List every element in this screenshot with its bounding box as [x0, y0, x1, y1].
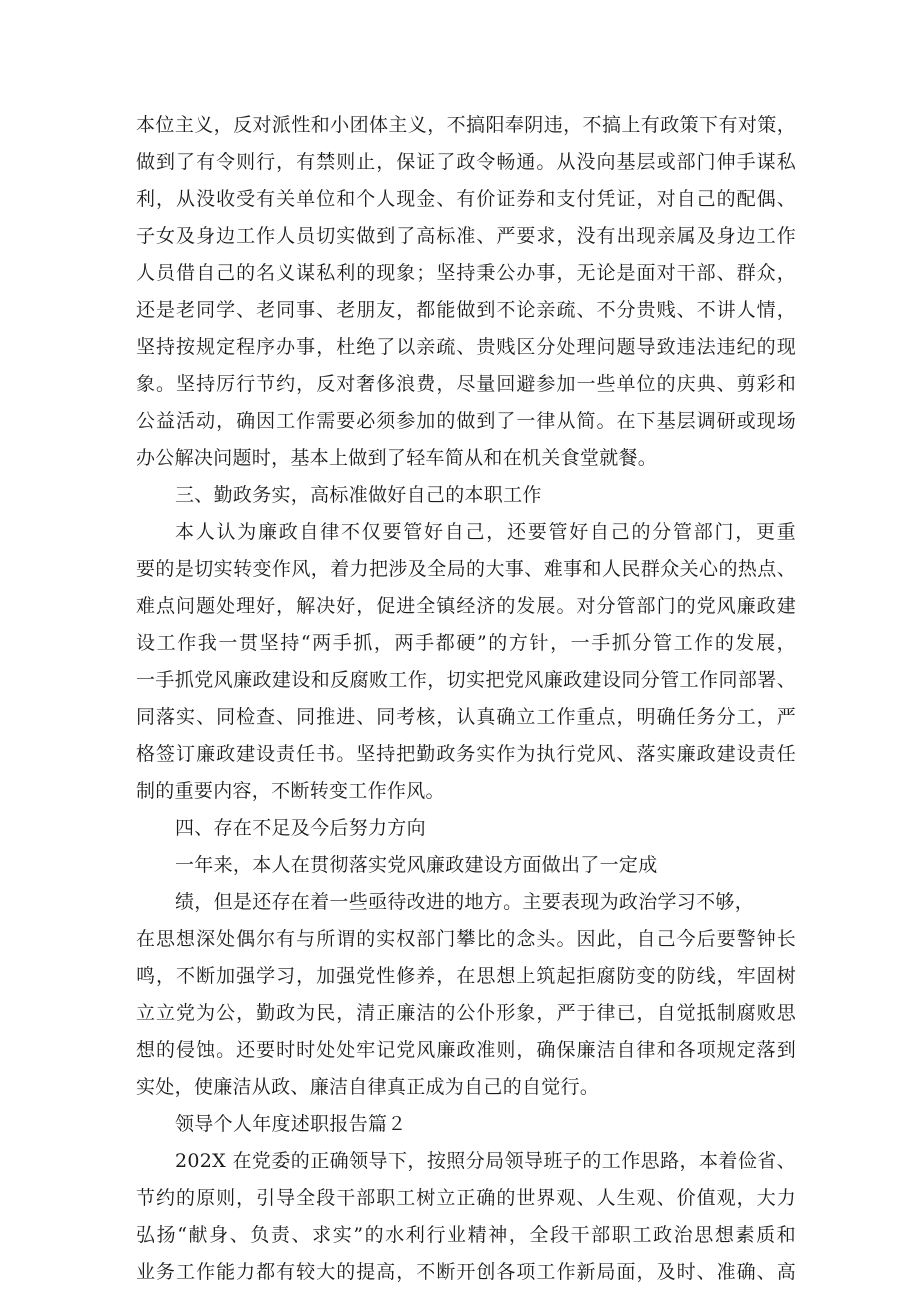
section-heading: 四、存在不足及今后努力方向 — [175, 817, 426, 839]
body-text-line: 实处，使廉洁从政、廉洁自律真正成为自己的自觉行。 — [136, 1076, 600, 1098]
body-text-line: 本人认为廉政自律不仅要管好自己，还要管好自己的分管部门，更重 — [175, 521, 796, 543]
body-text-line: 同落实、同检查、同推进、同考核，认真确立工作重点，明确任务分工，严 — [136, 706, 796, 728]
body-text-line: 立立党为公，勤政为民，清正廉洁的公仆形象，严于律已，自觉抵制腐败思 — [136, 1002, 796, 1024]
body-text-line: 想的侵蚀。还要时时处处牢记党风廉政准则，确保廉洁自律和各项规定落到 — [136, 1039, 796, 1061]
body-text-line: 子女及身边工作人员切实做到了高标准、严要求，没有出现亲属及身边工作 — [136, 225, 796, 247]
body-text-line: 本位主义，反对派性和小团体主义，不搞阳奉阴违，不搞上有政策下有对策， — [136, 114, 796, 136]
body-text-line: 一年来，本人在贯彻落实党风廉政建设方面做出了一定成 — [175, 854, 658, 876]
body-text-line: 一手抓党风廉政建设和反腐败工作，切实把党风廉政建设同分管工作同部署、 — [136, 669, 796, 691]
body-text-line: 202X 在党委的正确领导下，按照分局领导班子的工作思路，本着俭省、 — [175, 1150, 796, 1172]
body-text-line: 格签订廉政建设责任书。坚持把勤政务实作为执行党风、落实廉政建设责任 — [136, 743, 796, 765]
body-text-line: 要的是切实转变作风，着力把涉及全局的大事、难事和人民群众关心的热点、 — [136, 558, 796, 580]
body-text-line: 设工作我一贯坚持“两手抓，两手都硬”的方针，一手抓分管工作的发展， — [136, 632, 796, 654]
body-text-line: 绩，但是还存在着一些亟待改进的地方。主要表现为政治学习不够， — [175, 891, 755, 913]
article-title: 领导个人年度述职报告篇２ — [175, 1113, 407, 1135]
body-text-line: 节约的原则，引导全段干部职工树立正确的世界观、人生观、价值观，大力 — [136, 1187, 796, 1209]
body-text-line: 业务工作能力都有较大的提高，不断开创各项工作新局面，及时、准确、高 — [136, 1261, 796, 1283]
body-text-line: 办公解决问题时，基本上做到了轻车简从和在机关食堂就餐。 — [136, 447, 658, 469]
body-text-line: 做到了有令则行，有禁则止，保证了政令畅通。从没向基层或部门伸手谋私 — [136, 151, 796, 173]
body-text-line: 人员借自己的名义谋私利的现象；坚持秉公办事，无论是面对干部、群众， — [136, 262, 796, 284]
body-text-line: 难点问题处理好，解决好，促进全镇经济的发展。对分管部门的党风廉政建 — [136, 595, 796, 617]
body-text-line: 鸣，不断加强学习，加强党性修养，在思想上筑起拒腐防变的防线，牢固树 — [136, 965, 796, 987]
section-heading: 三、勤政务实，高标准做好自己的本职工作 — [175, 484, 542, 506]
body-text-line: 在思想深处偶尔有与所谓的实权部门攀比的念头。因此，自己今后要警钟长 — [136, 928, 796, 950]
body-text-line: 象。坚持厉行节约，反对奢侈浪费，尽量回避参加一些单位的庆典、剪彩和 — [136, 373, 796, 395]
body-text-line: 制的重要内容，不断转变工作作风。 — [136, 780, 445, 802]
body-text-line: 坚持按规定程序办事，杜绝了以亲疏、贵贱区分处理问题导致违法违纪的现 — [136, 336, 796, 358]
body-text-line: 利，从没收受有关单位和个人现金、有价证券和支付凭证，对自己的配偶、 — [136, 188, 796, 210]
body-text-line: 弘扬“献身、负责、求实”的水利行业精神，全段干部职工政治思想素质和 — [136, 1224, 796, 1246]
body-text-line: 公益活动，确因工作需要必须参加的做到了一律从简。在下基层调研或现场 — [136, 410, 796, 432]
body-text-line: 还是老同学、老同事、老朋友，都能做到不论亲疏、不分贵贱、不讲人情， — [136, 299, 796, 321]
